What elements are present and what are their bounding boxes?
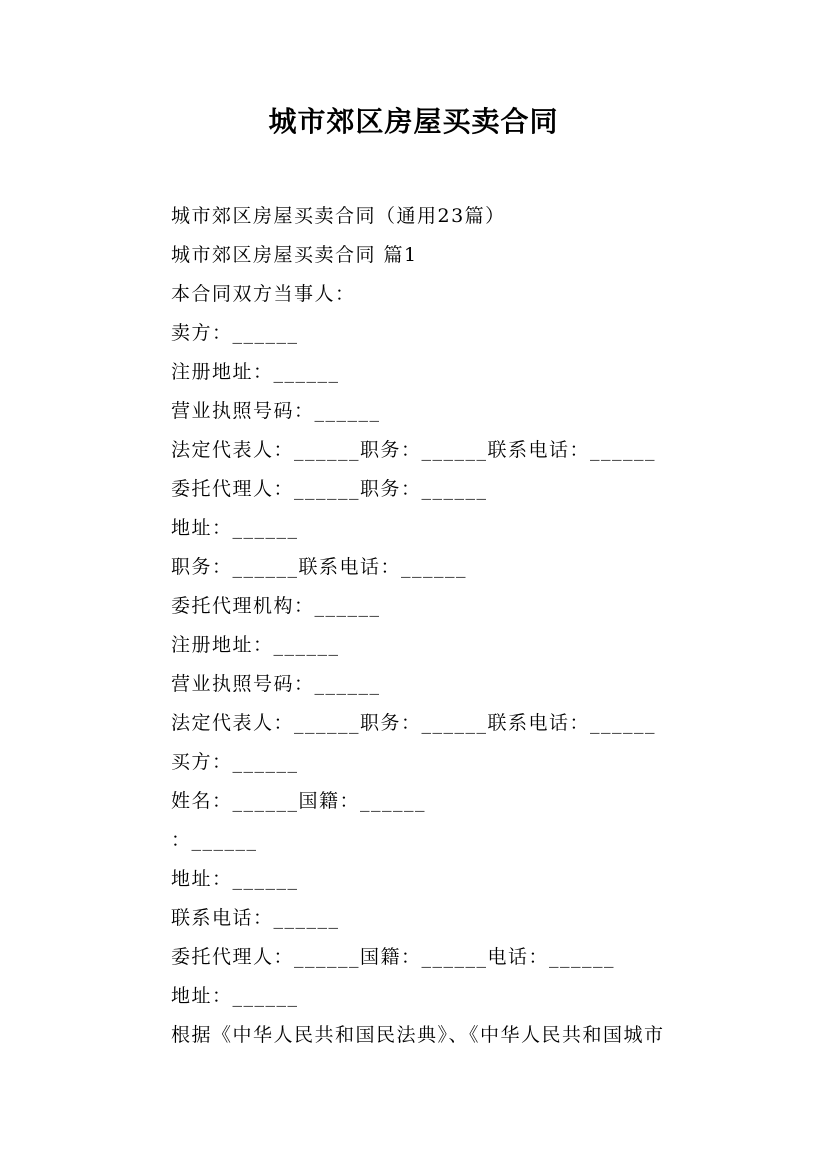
doc-line: 卖方：______: [171, 322, 299, 344]
doc-line: 委托代理机构：______: [171, 595, 381, 617]
doc-line: ：______: [171, 829, 258, 851]
doc-line: 委托代理人：______职务：______: [171, 478, 488, 500]
doc-line: 地址：______: [171, 868, 299, 890]
doc-line: 根据《中华人民共和国民法典》、《中华人民共和国城市: [171, 1024, 665, 1046]
doc-line: 营业执照号码：______: [171, 400, 381, 422]
doc-line: 地址：______: [171, 517, 299, 539]
document-body: [171, 197, 731, 1055]
doc-line: 职务：______联系电话：______: [171, 556, 468, 578]
doc-line: 联系电话：______: [171, 907, 340, 929]
doc-line: 注册地址：______: [171, 361, 340, 383]
doc-line: 姓名：______国籍：______: [171, 790, 427, 812]
doc-line: 注册地址：______: [171, 634, 340, 656]
doc-line: 本合同双方当事人：: [171, 283, 356, 305]
doc-line: 买方：______: [171, 751, 299, 773]
doc-line: 地址：______: [171, 985, 299, 1007]
doc-line: 城市郊区房屋买卖合同（通用23篇）: [171, 205, 506, 227]
doc-line: 法定代表人：______职务：______联系电话：______: [171, 439, 657, 461]
document-title: 城市郊区房屋买卖合同: [268, 105, 559, 138]
doc-line: 法定代表人：______职务：______联系电话：______: [171, 712, 657, 734]
doc-line: 委托代理人：______国籍：______电话：______: [171, 946, 616, 968]
doc-line: 城市郊区房屋买卖合同 篇1: [171, 244, 418, 266]
doc-line: 营业执照号码：______: [171, 673, 381, 695]
